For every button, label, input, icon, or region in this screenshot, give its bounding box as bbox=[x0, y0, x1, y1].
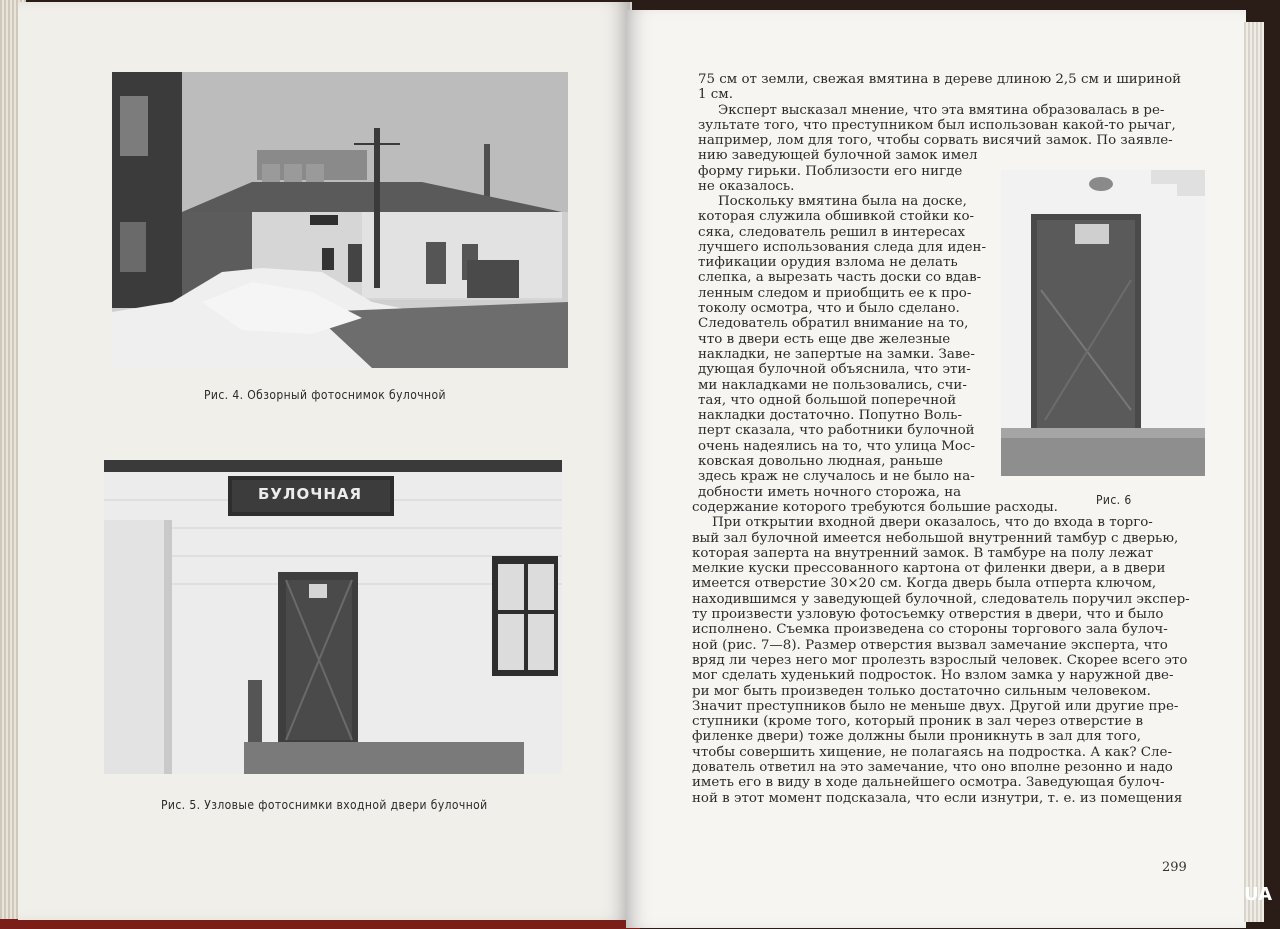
figure-5-sign: БУЛОЧНАЯ bbox=[258, 485, 363, 503]
text-line: ленным следом и приобщить ее к про- bbox=[698, 285, 972, 301]
text-line: вый зал булочной имеется небольшой внутренний тамбур с дверью, bbox=[692, 530, 1179, 546]
page-number: 299 bbox=[1162, 860, 1187, 875]
text-line: дующая булочной объяснила, что эти- bbox=[698, 362, 971, 378]
text-line: которая служила обшивкой стойки ко- bbox=[698, 209, 975, 225]
text-line: Эксперт высказал мнение, что эта вмятина образовалась в ре- bbox=[718, 102, 1165, 118]
text-line: Значит преступников было не меньше двух. Другой или другие пре- bbox=[692, 698, 1179, 714]
watermark: UA bbox=[1244, 884, 1272, 905]
text-line: не оказалось. bbox=[698, 179, 795, 195]
text-line: Поскольку вмятина была на доске, bbox=[718, 194, 967, 209]
text-line: содержание которого требуются большие расходы. bbox=[692, 500, 1058, 515]
text-line: зультате того, что преступником был использован какой-то рычаг, bbox=[698, 117, 1176, 133]
text-line: ри мог быть произведен только достаточно сильным человеком. bbox=[692, 683, 1151, 699]
right-page bbox=[626, 10, 1246, 928]
text-line: нию заведующей булочной замок имел bbox=[698, 148, 978, 164]
text-line: ми накладками не пользовались, счи- bbox=[698, 377, 967, 393]
text-line: дователь ответил на это замечание, что оно вполне резонно и надо bbox=[692, 760, 1173, 776]
text-line: например, лом для того, чтобы сорвать висячий замок. По заявле- bbox=[698, 133, 1173, 149]
book-cover-edge bbox=[0, 919, 640, 929]
text-line: тая, что одной большой поперечной bbox=[698, 392, 957, 408]
figure-5-caption: Рис. 5. Узловые фотоснимки входной двери булочной bbox=[161, 798, 488, 812]
text-line: здесь краж не случалось и не было на- bbox=[698, 469, 975, 485]
text-line: Следователь обратил внимание на то, bbox=[698, 316, 969, 332]
text-line: слепка, а вырезать часть доски со вдав- bbox=[698, 270, 982, 286]
text-line: тификации орудия взлома не делать bbox=[698, 255, 958, 271]
text-line: которая заперта на внутренний замок. В тамбуре на полу лежат bbox=[692, 545, 1154, 561]
body-text-narrow bbox=[698, 194, 994, 500]
text-line: ной (рис. 7—8). Размер отверстия вызвал замечание эксперта, что bbox=[692, 637, 1168, 653]
right-page-edges bbox=[1244, 22, 1264, 922]
figure-6-caption: Рис. 6 bbox=[1096, 493, 1132, 507]
text-line: что в двери есть еще две железные bbox=[698, 331, 951, 347]
text-line: имеется отверстие 30×20 см. Когда дверь была отперта ключом, bbox=[692, 576, 1157, 592]
text-line: добности иметь ночного сторожа, на bbox=[698, 484, 962, 500]
text-line: лучшего использования следа для иден- bbox=[698, 239, 987, 255]
left-page bbox=[18, 2, 632, 920]
text-line: исполнено. Съемка произведена со стороны торгового зала булоч- bbox=[692, 622, 1168, 638]
text-line: ной в этот момент подсказала, что если изнутри, т. е. из помещения bbox=[692, 790, 1183, 806]
text-line: При открытии входной двери оказалось, что до входа в торго- bbox=[712, 515, 1153, 531]
text-line: мог сделать худенький подросток. Но взлом замка у наружной две- bbox=[692, 668, 1174, 684]
text-line: накладки, не запертые на замки. Заве- bbox=[698, 346, 975, 362]
text-line: ту произвести узловую фотосъемку отверстия в двери, что и было bbox=[692, 607, 1164, 623]
text-line: мелкие куски прессованного картона от филенки двери, а в двери bbox=[692, 561, 1166, 577]
figure-4-caption: Рис. 4. Обзорный фотоснимок булочной bbox=[204, 388, 446, 402]
text-line: вряд ли через него мог пролезть взрослый человек. Скорее всего это bbox=[692, 652, 1188, 668]
figure-6-photo bbox=[1001, 170, 1205, 476]
body-text-top bbox=[698, 72, 1218, 194]
text-line: ковская довольно людная, раньше bbox=[698, 454, 943, 470]
text-line: 1 см. bbox=[698, 87, 733, 103]
text-line: токолу осмотра, что и было сделано. bbox=[698, 301, 960, 317]
text-line: находившимся у заведующей булочной, следователь поручил экспер- bbox=[692, 591, 1190, 607]
figure-4-photo bbox=[112, 72, 568, 368]
text-line: форму гирьки. Поблизости его нигде bbox=[698, 163, 963, 179]
figure-5-photo bbox=[104, 460, 562, 774]
text-line: ступники (кроме того, который проник в зал через отверстие в bbox=[692, 714, 1144, 730]
text-line: 75 см от земли, свежая вмятина в дереве длиною 2,5 см и шириной bbox=[698, 72, 1182, 87]
text-line: филенке двери) тоже должны были проникнуть в зал для того, bbox=[692, 729, 1141, 745]
body-text-bottom bbox=[692, 500, 1212, 806]
text-line: иметь его в виду в ходе дальнейшего осмотра. Заведующая булоч- bbox=[692, 775, 1165, 791]
text-line: накладки достаточно. Попутно Воль- bbox=[698, 408, 963, 424]
text-line: очень надеялись на то, что улица Мос- bbox=[698, 438, 975, 454]
text-line: чтобы совершить хищение, не полагаясь на подростка. А как? Сле- bbox=[692, 744, 1172, 760]
text-line: перт сказала, что работники булочной bbox=[698, 423, 975, 439]
text-line: сяка, следователь решил в интересах bbox=[698, 224, 966, 240]
